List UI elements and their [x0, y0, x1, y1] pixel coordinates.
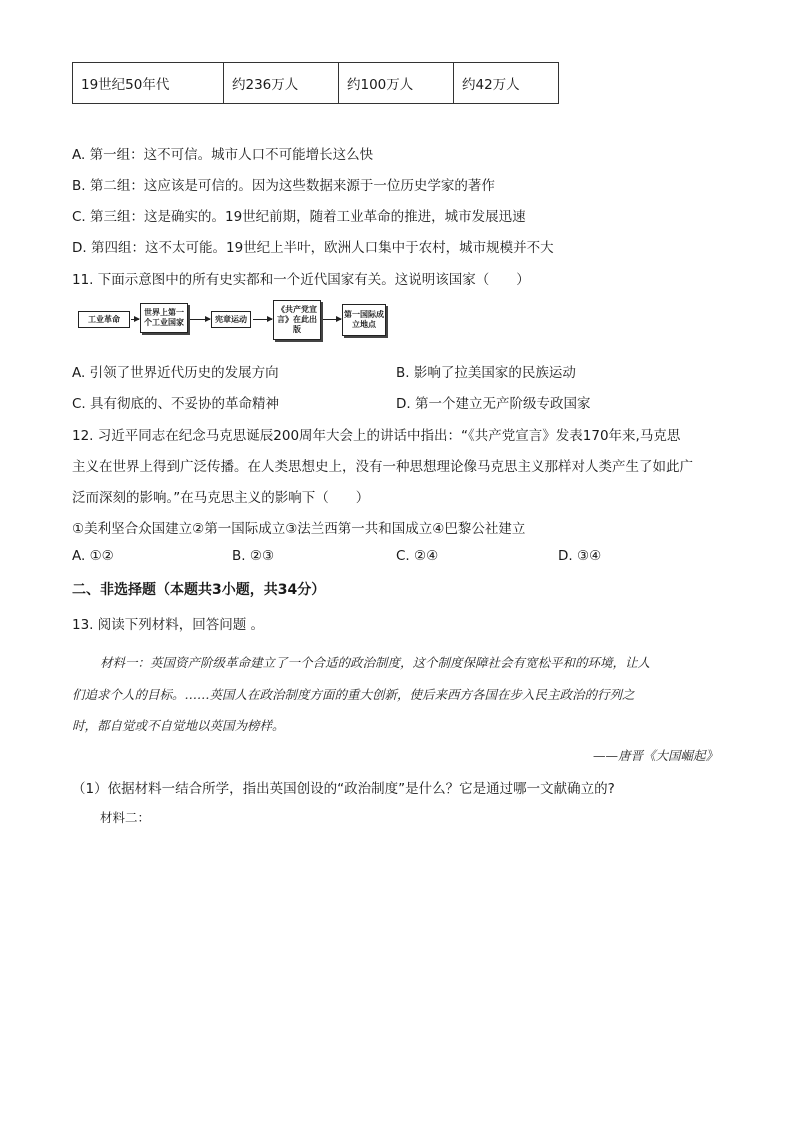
q13-source: ——唐晋《大国崛起》 [592, 748, 718, 763]
q12-option-b: B. ②③ [232, 548, 275, 564]
q13-material1-line-3: 时，都自觉或不自觉地以英国为榜样。 [72, 718, 285, 733]
q12-option-c: C. ②④ [396, 548, 439, 564]
q12-option-a: A. ①② [72, 548, 114, 564]
table-row [73, 63, 559, 104]
flow-box-chartist-movement: 宪章运动 [211, 311, 251, 328]
q13-material2-label: 材料二： [100, 810, 151, 825]
flow-box-industrial-revolution: 工业革命 [78, 311, 130, 328]
q11-option-b: B. 影响了拉美国家的民族运动 [396, 365, 576, 381]
q11-option-d: D. 第一个建立无产阶级专政国家 [396, 396, 591, 412]
table-cell-value-3: 约42万人 [454, 63, 559, 104]
q12-stem-line-3: 泛而深刻的影响。”在马克思主义的影响下（ ） [72, 490, 370, 506]
q13-material1-line-2: 们追求个人的目标。……英国人在政治制度方面的重大创新，使后来西方各国在步入民主政治的行列之 [72, 687, 635, 702]
q11-stem: 11. 下面示意图中的所有史实都和一个近代国家有关。这说明该国家（ ） [72, 272, 530, 288]
q12-stem-line-1: 12. 习近平同志在纪念马克思诞辰200周年大会上的讲话中指出：“《共产党宣言》发表170年来,马克思 [72, 428, 681, 444]
q13-sub-question-1: （1）依据材料一结合所学，指出英国创设的“政治制度”是什么？它是通过哪一文献确立的? [72, 781, 615, 797]
q11-option-c: C. 具有彻底的、不妥协的革命精神 [72, 396, 280, 412]
flow-arrow [323, 319, 341, 320]
flow-arrow [253, 319, 272, 320]
table-cell-value-2: 约100万人 [339, 63, 454, 104]
q13-material1-line-1: 材料一：英国资产阶级革命建立了一个合适的政治制度，这个制度保障社会有宽松平和的环境，让人 [100, 655, 651, 670]
q11-option-a: A. 引领了世界近代历史的发展方向 [72, 365, 279, 381]
flow-box-first-international: 第一国际成立地点 [342, 304, 386, 336]
q10-option-c: C. 第三组：这是确实的。19世纪前期，随着工业革命的推进，城市发展迅速 [72, 209, 526, 225]
flow-arrow [190, 319, 210, 320]
q12-option-d: D. ③④ [558, 548, 602, 564]
flow-box-first-industrial-nation: 世界上第一个工业国家 [140, 303, 188, 333]
q12-items: ①美利坚合众国建立②第一国际成立③法兰西第一共和国成立④巴黎公社建立 [72, 521, 526, 537]
q12-stem-line-2: 主义在世界上得到广泛传播。在人类思想史上，没有一种思想理论像马克思主义那样对人类产生了如此广 [72, 459, 693, 475]
q13-stem: 13. 阅读下列材料，回答问题 。 [72, 617, 265, 633]
table-cell-period: 19世纪50年代 [73, 63, 224, 104]
q11-flowchart [78, 300, 398, 344]
section-heading: 二、非选择题（本题共3小题，共34分） [72, 582, 326, 598]
flow-box-communist-manifesto: 《共产党宣言》在此出版 [273, 300, 321, 340]
flow-arrow [131, 319, 139, 320]
population-table [72, 62, 559, 104]
q10-option-d: D. 第四组：这不太可能。19世纪上半叶，欧洲人口集中于农村，城市规模并不大 [72, 240, 554, 256]
q10-option-a: A. 第一组：这不可信。城市人口不可能增长这么快 [72, 147, 374, 163]
table-cell-value-1: 约236万人 [224, 63, 339, 104]
q10-option-b: B. 第二组：这应该是可信的。因为这些数据来源于一位历史学家的著作 [72, 178, 495, 194]
